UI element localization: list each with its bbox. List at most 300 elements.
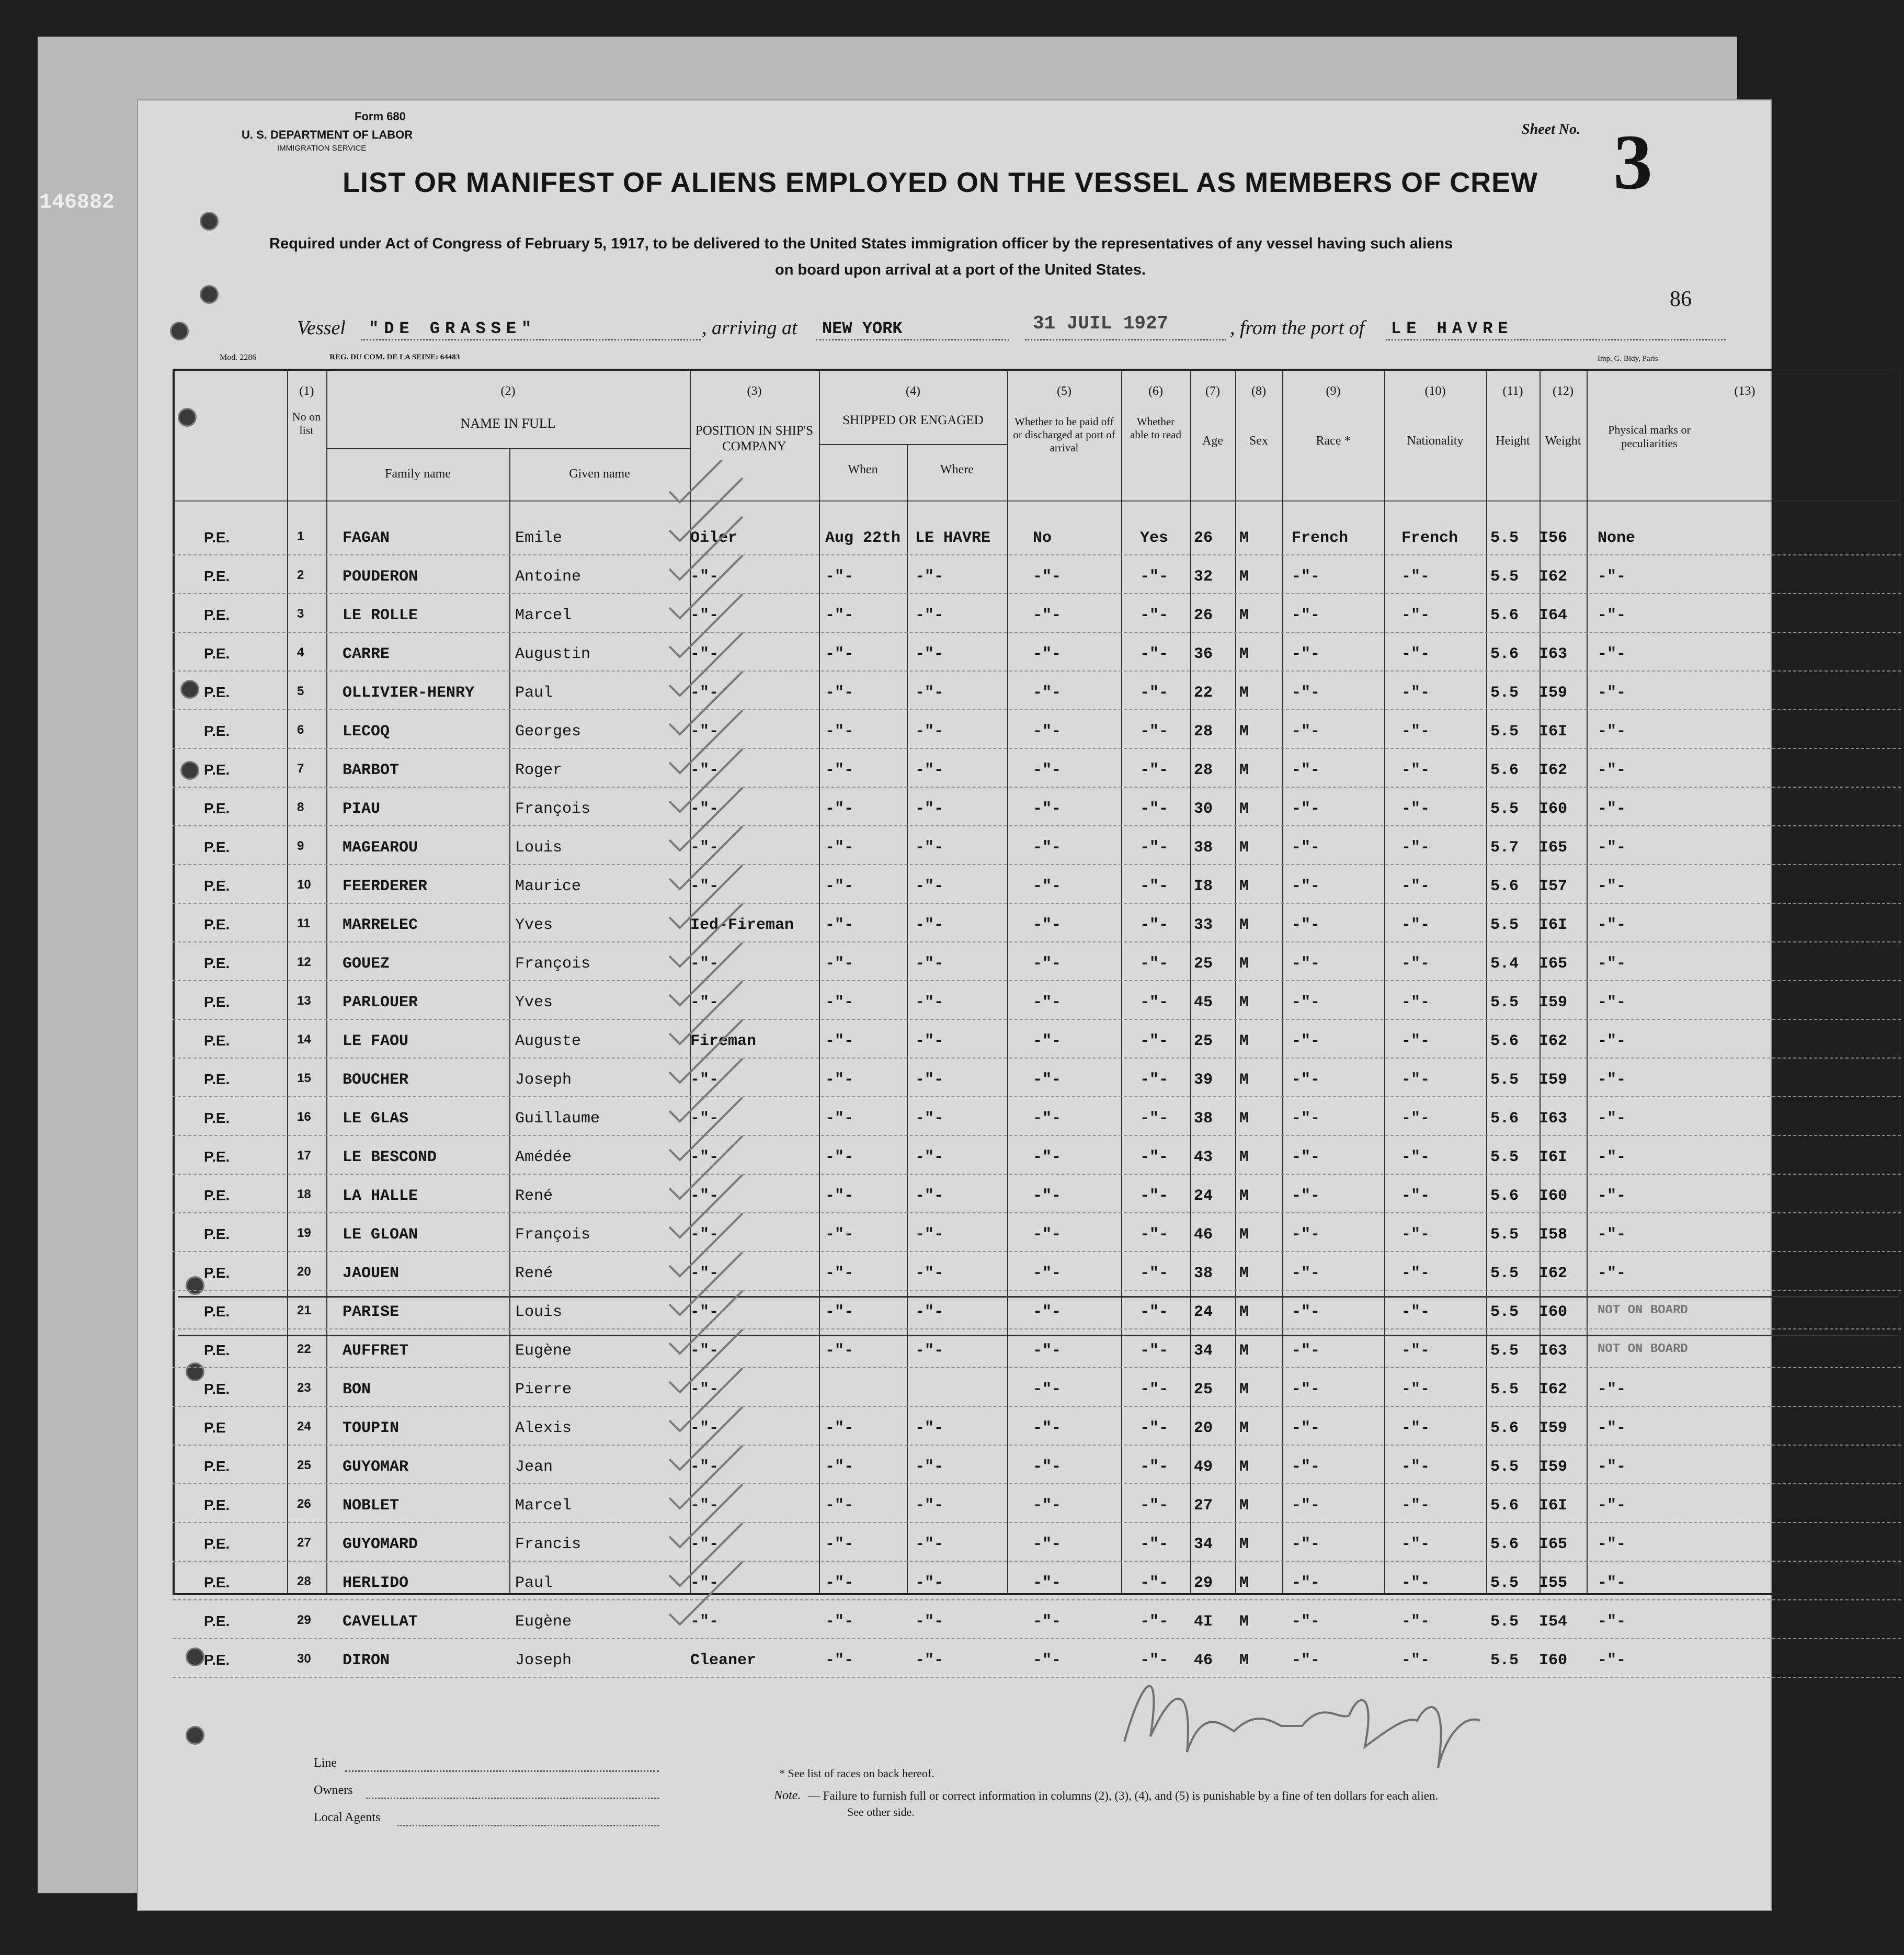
shipped-when: -"-: [825, 1187, 854, 1205]
shipped-when: -"-: [825, 1032, 854, 1050]
row-prefix: P.E.: [204, 1342, 230, 1358]
race: -"-: [1292, 1226, 1320, 1244]
paid-off: -"-: [1033, 1265, 1062, 1282]
from-port: LE HAVRE: [1391, 319, 1513, 338]
nationality: -"-: [1401, 916, 1430, 934]
row-prefix: P.E.: [204, 994, 230, 1010]
physical-marks: -"-: [1598, 1187, 1626, 1205]
vessel-name: "DE GRASSE": [369, 319, 537, 338]
physical-marks: -"-: [1598, 839, 1626, 857]
nationality: -"-: [1401, 684, 1430, 702]
able-to-read: -"-: [1140, 1265, 1169, 1282]
physical-marks: -"-: [1598, 1652, 1626, 1669]
height: 5.5: [1490, 1652, 1519, 1669]
paid-off: -"-: [1033, 994, 1062, 1011]
table-row: [173, 982, 1901, 1021]
given-name: Paul: [515, 1574, 553, 1592]
sex: M: [1239, 1419, 1249, 1437]
family-name: CARRE: [343, 645, 390, 663]
nationality: -"-: [1401, 568, 1430, 586]
family-name: HERLIDO: [343, 1574, 409, 1592]
col7-header: Age: [1202, 434, 1223, 448]
given-name: Guillaume: [515, 1110, 600, 1128]
row-rule: [173, 1096, 1901, 1097]
position: -"-: [690, 1574, 719, 1592]
paid-off: -"-: [1033, 1381, 1062, 1399]
paid-off: -"-: [1033, 645, 1062, 663]
row-prefix: P.E.: [204, 1536, 230, 1552]
row-number: 8: [297, 800, 304, 814]
sex: M: [1239, 839, 1249, 857]
family-name: LE BESCOND: [343, 1149, 437, 1166]
col6-header: Whether able to read: [1130, 415, 1181, 441]
weight: I60: [1539, 1652, 1568, 1669]
sex: M: [1239, 1497, 1249, 1515]
race: -"-: [1292, 1187, 1320, 1205]
from-port-underline: [1386, 339, 1726, 340]
shipped-when: -"-: [825, 1342, 854, 1360]
shipped-where: -"-: [915, 955, 944, 973]
able-to-read: -"-: [1140, 1071, 1169, 1089]
race: -"-: [1292, 645, 1320, 663]
paid-off: -"-: [1033, 607, 1062, 624]
shipped-when: -"-: [825, 878, 854, 895]
height: 5.4: [1490, 955, 1519, 973]
family-name: PIAU: [343, 800, 381, 818]
age: 46: [1194, 1652, 1213, 1669]
shipped-when: -"-: [825, 994, 854, 1011]
sex: M: [1239, 568, 1249, 586]
race: -"-: [1292, 955, 1320, 973]
family-name: GUYOMARD: [343, 1536, 418, 1553]
nationality: -"-: [1401, 1536, 1430, 1553]
physical-marks: -"-: [1598, 1032, 1626, 1050]
paid-off: No: [1033, 529, 1052, 547]
physical-marks: -"-: [1598, 568, 1626, 586]
weight: I6I: [1539, 1149, 1568, 1166]
paid-off: -"-: [1033, 1149, 1062, 1166]
col5-number: (5): [1057, 384, 1071, 398]
row-rule: [173, 1367, 1901, 1368]
sex: M: [1239, 1303, 1249, 1321]
col11-number: (11): [1502, 384, 1523, 398]
age: 26: [1194, 607, 1213, 624]
check-mark: [669, 555, 743, 618]
race: -"-: [1292, 684, 1320, 702]
height: 5.5: [1490, 1458, 1519, 1476]
col8-number: (8): [1251, 384, 1266, 398]
height: 5.5: [1490, 1574, 1519, 1592]
able-to-read: -"-: [1140, 723, 1169, 741]
shipped-where: -"-: [915, 1342, 944, 1360]
row-rule: [173, 1174, 1901, 1175]
row-rule: [173, 1058, 1901, 1059]
shipped-where: -"-: [915, 1303, 944, 1321]
subtitle-line1: Required under Act of Congress of February 5, 1917, to be delivered to the United States immigration officer by the representatives of any vessel having such aliens: [269, 235, 1453, 252]
check-mark: [669, 1407, 743, 1470]
position: -"-: [690, 1110, 719, 1128]
age: 22: [1194, 684, 1213, 702]
row-rule: [173, 593, 1901, 594]
sex: M: [1239, 723, 1249, 741]
shipped-where: -"-: [915, 1265, 944, 1282]
row-rule: [173, 1406, 1901, 1407]
nationality: -"-: [1401, 1226, 1430, 1244]
paid-off: -"-: [1033, 1303, 1062, 1321]
physical-marks: -"-: [1598, 1149, 1626, 1166]
sex: M: [1239, 1226, 1249, 1244]
table-row: [173, 789, 1901, 827]
position: -"-: [690, 1458, 719, 1476]
punch-hole: [170, 322, 189, 340]
shipped-when: -"-: [825, 916, 854, 934]
position: -"-: [690, 1342, 719, 1360]
col2-given-header: Given name: [569, 467, 630, 481]
row-number: 13: [297, 994, 311, 1008]
given-name: François: [515, 800, 591, 818]
sex: M: [1239, 1458, 1249, 1476]
shipped-when: -"-: [825, 1419, 854, 1437]
able-to-read: -"-: [1140, 800, 1169, 818]
height: 5.6: [1490, 607, 1519, 624]
row-rule: [173, 670, 1901, 672]
given-name: Antoine: [515, 568, 582, 586]
nationality: -"-: [1401, 1381, 1430, 1399]
race: -"-: [1292, 1458, 1320, 1476]
given-name: Roger: [515, 761, 563, 779]
table-row: [173, 866, 1901, 905]
shipped-when: -"-: [825, 1226, 854, 1244]
race: -"-: [1292, 723, 1320, 741]
strike-line: [178, 1335, 1898, 1336]
height: 5.5: [1490, 568, 1519, 586]
weight: I59: [1539, 994, 1568, 1011]
nationality: -"-: [1401, 1265, 1430, 1282]
shipped-when: -"-: [825, 1149, 854, 1166]
height: 5.5: [1490, 1149, 1519, 1166]
weight: I65: [1539, 955, 1568, 973]
form-number: Form 680: [355, 110, 406, 123]
col5-header: Whether to be paid off or discharged at port of arrival: [1013, 415, 1115, 454]
vessel-label: Vessel: [297, 317, 346, 339]
family-name: LE GLAS: [343, 1110, 409, 1128]
paid-off: -"-: [1033, 723, 1062, 741]
family-name: PARLOUER: [343, 994, 418, 1011]
shipped-where: -"-: [915, 839, 944, 857]
row-prefix: P.E.: [204, 1652, 230, 1668]
able-to-read: -"-: [1140, 1536, 1169, 1553]
able-to-read: -"-: [1140, 878, 1169, 895]
col12-number: (12): [1553, 384, 1574, 398]
position: -"-: [690, 761, 719, 779]
row-prefix: P.E.: [204, 1110, 230, 1126]
age: 38: [1194, 1265, 1213, 1282]
shipped-where: -"-: [915, 723, 944, 741]
nationality: -"-: [1401, 1419, 1430, 1437]
row-prefix: P.E.: [204, 568, 230, 584]
sex: M: [1239, 1381, 1249, 1399]
sex: M: [1239, 1110, 1249, 1128]
weight: I64: [1539, 607, 1568, 624]
nationality: -"-: [1401, 1071, 1430, 1089]
weight: I6I: [1539, 1497, 1568, 1515]
row-rule: [173, 1638, 1901, 1639]
shipped-when: -"-: [825, 1574, 854, 1592]
nationality: -"-: [1401, 800, 1430, 818]
row-rule: [173, 709, 1901, 710]
nationality: -"-: [1401, 1497, 1430, 1515]
physical-marks: -"-: [1598, 1381, 1626, 1399]
note-label: Note.: [774, 1789, 801, 1802]
weight: I57: [1539, 878, 1568, 895]
height: 5.6: [1490, 1419, 1519, 1437]
paid-off: -"-: [1033, 878, 1062, 895]
paid-off: -"-: [1033, 916, 1062, 934]
weight: I59: [1539, 1419, 1568, 1437]
weight: I60: [1539, 800, 1568, 818]
col6-number: (6): [1148, 384, 1163, 398]
able-to-read: -"-: [1140, 607, 1169, 624]
given-name: Marcel: [515, 607, 572, 624]
shipped-when: -"-: [825, 1497, 854, 1515]
position: -"-: [690, 1536, 719, 1553]
row-number: 4: [297, 645, 304, 660]
weight: I6I: [1539, 723, 1568, 741]
table-row: [173, 1601, 1901, 1640]
paid-off: -"-: [1033, 800, 1062, 818]
weight: I65: [1539, 1536, 1568, 1553]
family-name: LE GLOAN: [343, 1226, 418, 1244]
weight: I63: [1539, 1110, 1568, 1128]
header-divider: [326, 448, 690, 449]
table-row: [173, 1563, 1901, 1601]
age: 39: [1194, 1071, 1213, 1089]
sex: M: [1239, 955, 1249, 973]
see-other-side: See other side.: [847, 1805, 915, 1818]
subtitle-line2: on board upon arrival at a port of the United States.: [775, 262, 1146, 278]
given-name: Yves: [515, 916, 553, 934]
col11-header: Height: [1496, 434, 1530, 448]
able-to-read: -"-: [1140, 1652, 1169, 1669]
paid-off: -"-: [1033, 761, 1062, 779]
race: -"-: [1292, 878, 1320, 895]
physical-marks: -"-: [1598, 955, 1626, 973]
physical-marks: NOT ON BOARD: [1598, 1342, 1688, 1356]
nationality: -"-: [1401, 1110, 1430, 1128]
able-to-read: -"-: [1140, 1110, 1169, 1128]
weight: I63: [1539, 645, 1568, 663]
position: -"-: [690, 723, 719, 741]
able-to-read: -"-: [1140, 1419, 1169, 1437]
check-mark: [669, 788, 743, 850]
family-name: PARISE: [343, 1303, 400, 1321]
physical-marks: -"-: [1598, 1536, 1626, 1553]
paid-off: -"-: [1033, 1071, 1062, 1089]
check-mark: [669, 1252, 743, 1315]
position: -"-: [690, 1497, 719, 1515]
shipped-where: -"-: [915, 1419, 944, 1437]
weight: I55: [1539, 1574, 1568, 1592]
row-prefix: P.E.: [204, 1149, 230, 1165]
able-to-read: -"-: [1140, 916, 1169, 934]
sex: M: [1239, 761, 1249, 779]
family-name: CAVELLAT: [343, 1613, 418, 1631]
sex: M: [1239, 684, 1249, 702]
table-row: [173, 711, 1901, 750]
able-to-read: -"-: [1140, 1342, 1169, 1360]
sex: M: [1239, 1342, 1249, 1360]
given-name: Georges: [515, 723, 582, 741]
table-row: [173, 673, 1901, 711]
age: 43: [1194, 1149, 1213, 1166]
row-prefix: P.E.: [204, 839, 230, 855]
check-mark: [669, 478, 743, 541]
position: Cleaner: [690, 1652, 757, 1669]
row-prefix: P.E.: [204, 800, 230, 816]
row-number: 27: [297, 1536, 311, 1550]
row-prefix: P.E.: [204, 1574, 230, 1590]
race: -"-: [1292, 1652, 1320, 1669]
check-mark: [669, 1291, 743, 1354]
physical-marks: -"-: [1598, 684, 1626, 702]
owners-underline: [366, 1798, 659, 1799]
row-number: 25: [297, 1458, 311, 1472]
able-to-read: -"-: [1140, 1458, 1169, 1476]
race: -"-: [1292, 568, 1320, 586]
physical-marks: -"-: [1598, 1226, 1626, 1244]
able-to-read: -"-: [1140, 1226, 1169, 1244]
row-number: 29: [297, 1613, 311, 1627]
row-rule: [173, 1212, 1901, 1213]
paid-off: -"-: [1033, 1110, 1062, 1128]
row-prefix: P.E.: [204, 1265, 230, 1281]
able-to-read: -"-: [1140, 645, 1169, 663]
family-name: BON: [343, 1381, 371, 1399]
nationality: -"-: [1401, 955, 1430, 973]
row-number: 11: [297, 916, 311, 930]
shipped-where: -"-: [915, 1187, 944, 1205]
age: 34: [1194, 1342, 1213, 1360]
paid-off: -"-: [1033, 568, 1062, 586]
weight: I59: [1539, 1071, 1568, 1089]
race: -"-: [1292, 1071, 1320, 1089]
row-rule: [173, 1251, 1901, 1252]
table-row: [173, 1369, 1901, 1408]
family-name: MARRELEC: [343, 916, 418, 934]
check-mark: [669, 826, 743, 889]
age: I8: [1194, 878, 1213, 895]
row-prefix: P.E: [204, 1419, 226, 1436]
table-row: [173, 1447, 1901, 1485]
col1-header: No on list: [292, 410, 321, 437]
able-to-read: -"-: [1140, 839, 1169, 857]
nationality: -"-: [1401, 1187, 1430, 1205]
punch-hole: [186, 1726, 204, 1745]
row-rule: [173, 554, 1901, 555]
check-mark: [669, 865, 743, 928]
row-rule: [173, 1483, 1901, 1484]
height: 5.6: [1490, 1110, 1519, 1128]
row-rule: [173, 1290, 1901, 1291]
height: 5.6: [1490, 761, 1519, 779]
position: -"-: [690, 568, 719, 586]
sex: M: [1239, 1032, 1249, 1050]
given-name: Eugène: [515, 1613, 572, 1631]
family-name: POUDERON: [343, 568, 418, 586]
physical-marks: -"-: [1598, 1419, 1626, 1437]
row-number: 23: [297, 1381, 311, 1395]
given-name: Amédée: [515, 1149, 572, 1166]
shipped-when: -"-: [825, 607, 854, 624]
age: 28: [1194, 723, 1213, 741]
position: -"-: [690, 955, 719, 973]
height: 5.5: [1490, 1342, 1519, 1360]
date-underline: [1025, 339, 1226, 340]
age: 49: [1194, 1458, 1213, 1476]
table-row: [173, 1137, 1901, 1176]
paid-off: -"-: [1033, 1652, 1062, 1669]
family-name: MAGEAROU: [343, 839, 418, 857]
shipped-where: -"-: [915, 607, 944, 624]
row-rule: [173, 748, 1901, 749]
shipped-when: Aug 22th: [825, 529, 901, 547]
shipped-when: -"-: [825, 568, 854, 586]
arriving-port: NEW YORK: [822, 319, 903, 338]
family-name: FEERDERER: [343, 878, 428, 895]
position: Oiler: [690, 529, 738, 547]
race: -"-: [1292, 1303, 1320, 1321]
shipped-where: -"-: [915, 645, 944, 663]
nationality: -"-: [1401, 645, 1430, 663]
shipped-where: -"-: [915, 684, 944, 702]
age: 24: [1194, 1187, 1213, 1205]
nationality: -"-: [1401, 839, 1430, 857]
col9-header: Race *: [1316, 434, 1351, 448]
height: 5.5: [1490, 916, 1519, 934]
position: -"-: [690, 1419, 719, 1437]
weight: I62: [1539, 1265, 1568, 1282]
given-name: Pierre: [515, 1381, 572, 1399]
age: 27: [1194, 1497, 1213, 1515]
note-text: — Failure to furnish full or correct information in columns (2), (3), (4), and (5) is punishable by a fine of ten dollars for each alien.: [808, 1789, 1439, 1802]
row-prefix: P.E.: [204, 1303, 230, 1320]
sex: M: [1239, 1265, 1249, 1282]
row-prefix: P.E.: [204, 645, 230, 662]
weight: I56: [1539, 529, 1568, 547]
row-rule: [173, 1561, 1901, 1562]
given-name: Louis: [515, 1303, 563, 1321]
row-number: 9: [297, 839, 304, 853]
row-prefix: P.E.: [204, 1032, 230, 1049]
shipped-when: -"-: [825, 955, 854, 973]
physical-marks: -"-: [1598, 1458, 1626, 1476]
able-to-read: -"-: [1140, 1613, 1169, 1631]
height: 5.6: [1490, 1032, 1519, 1050]
vessel-underline: [361, 339, 701, 340]
sex: M: [1239, 878, 1249, 895]
shipped-where: -"-: [915, 761, 944, 779]
check-mark: [669, 1446, 743, 1508]
row-prefix: P.E.: [204, 1226, 230, 1242]
weight: I62: [1539, 1032, 1568, 1050]
table-row: [173, 1408, 1901, 1447]
position: -"-: [690, 994, 719, 1011]
row-prefix: P.E.: [204, 1187, 230, 1203]
line-label: Line: [314, 1756, 337, 1770]
row-number: 18: [297, 1187, 311, 1201]
paid-off: -"-: [1033, 1419, 1062, 1437]
paid-off: -"-: [1033, 1613, 1062, 1631]
